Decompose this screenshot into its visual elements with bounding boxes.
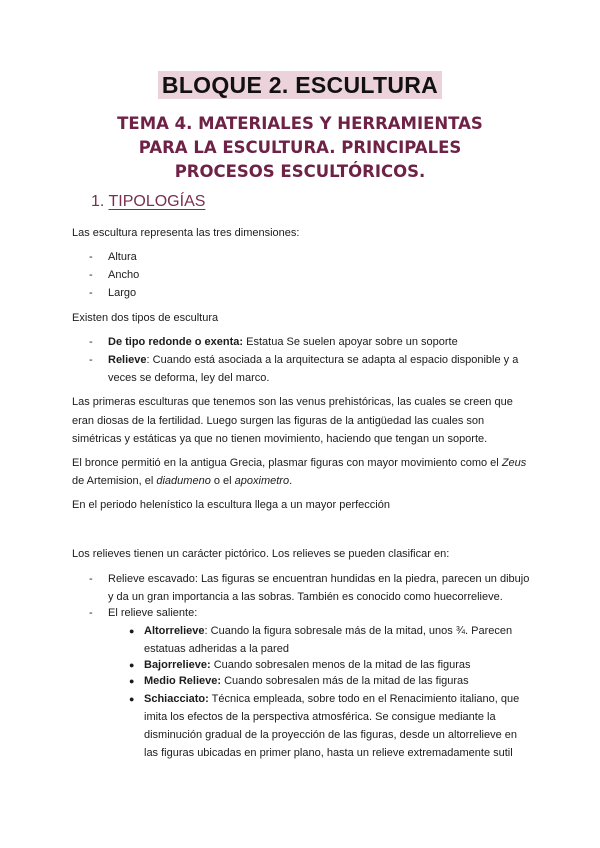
list-item: Relieve escavado: Las figuras se encuentran hundidas en la piedra, parecen un dibujo [108, 573, 530, 585]
dash-marker: - [89, 336, 93, 348]
dash-marker: - [89, 251, 93, 263]
list-item: Largo [108, 287, 137, 299]
paragraph-line: En el periodo helenístico la escultura llega a un mayor perfección [72, 499, 390, 511]
block-title: BLOQUE 2. ESCULTURA [158, 71, 442, 99]
dash-marker: - [89, 573, 93, 585]
bullet-marker: ● [129, 626, 135, 636]
sub-list-item-continuation: estatuas adheridas a la pared [144, 643, 289, 655]
section-title: TIPOLOGÍAS [108, 193, 206, 210]
sub-list-item: Schiacciato: Técnica empleada, sobre todo en el Renacimiento italiano, que [144, 693, 520, 705]
dash-marker: - [89, 607, 93, 619]
sub-list-item-continuation: disminución gradual de la proyección de las figuras, desde un altorrelieve en [144, 729, 518, 741]
list-item: Altura [108, 251, 137, 263]
block-title-wrap [0, 71, 600, 99]
bullet-marker: ● [129, 676, 135, 686]
dash-marker: - [89, 287, 93, 299]
paragraph-line: Las primeras esculturas que tenemos son las venus prehistóricas, las cuales se creen que [72, 396, 513, 408]
topic-title-line: PROCESOS ESCULTÓRICOS. [174, 162, 426, 181]
intro-text: Las escultura representa las tres dimensiones: [72, 227, 300, 239]
reliefs-intro: Los relieves tienen un carácter pictórico. Los relieves se pueden clasificar en: [72, 548, 450, 560]
bullet-marker: ● [129, 660, 135, 670]
list-item: De tipo redonde o exenta: Estatua Se suelen apoyar sobre un soporte [108, 336, 458, 348]
section-number: 1. [91, 193, 105, 210]
dash-marker: - [89, 269, 93, 281]
list-item-continuation: y da un gran importancia a las sobras. También es conocido como huecorrelieve. [108, 591, 503, 603]
term: De tipo redonde o exenta: [108, 336, 244, 348]
paragraph-line: simétricas y estáticas ya que no tienen movimiento, haciendo que tengan un soporte. [72, 433, 488, 445]
paragraph-line: El bronce permitió en la antigua Grecia, plasmar figuras con mayor movimiento como el Zeus [72, 457, 527, 469]
sub-list-item-continuation: imita los efectos de la perspectiva atmosférica. Se consigue mediante la [144, 711, 496, 723]
term: Relieve [108, 354, 147, 366]
list-item: El relieve saliente: [108, 607, 198, 619]
types-intro: Existen dos tipos de escultura [72, 312, 219, 324]
sub-list-item: Altorrelieve: Cuando la figura sobresale más de la mitad, unos ¾. Parecen [144, 625, 513, 637]
sub-list-item-continuation: las figuras ubicadas en primer plano, hasta un relieve extremadamente sutil [144, 747, 513, 759]
topic-title-line: TEMA 4. MATERIALES Y HERRAMIENTAS [117, 114, 483, 133]
dash-marker: - [89, 354, 93, 366]
paragraph-line: de Artemision, el diadumeno o el apoximetro. [72, 475, 293, 487]
list-item-continuation: veces se deforma, ley del marco. [108, 372, 270, 384]
topic-title [60, 112, 540, 184]
sub-list-item: Bajorrelieve: Cuando sobresalen menos de la mitad de las figuras [144, 659, 471, 671]
paragraph-line: eran diosas de la fertilidad. Luego surgen las figuras de la antigüedad las cuales son [72, 415, 485, 427]
bullet-marker: ● [129, 694, 135, 704]
topic-title-line: PARA LA ESCULTURA. PRINCIPALES [138, 138, 462, 157]
section-heading [91, 193, 205, 211]
list-item: Ancho [108, 269, 140, 281]
list-item: Relieve: Cuando está asociada a la arquitectura se adapta al espacio disponible y a [108, 354, 519, 366]
sub-list-item: Medio Relieve: Cuando sobresalen más de la mitad de las figuras [144, 675, 469, 687]
